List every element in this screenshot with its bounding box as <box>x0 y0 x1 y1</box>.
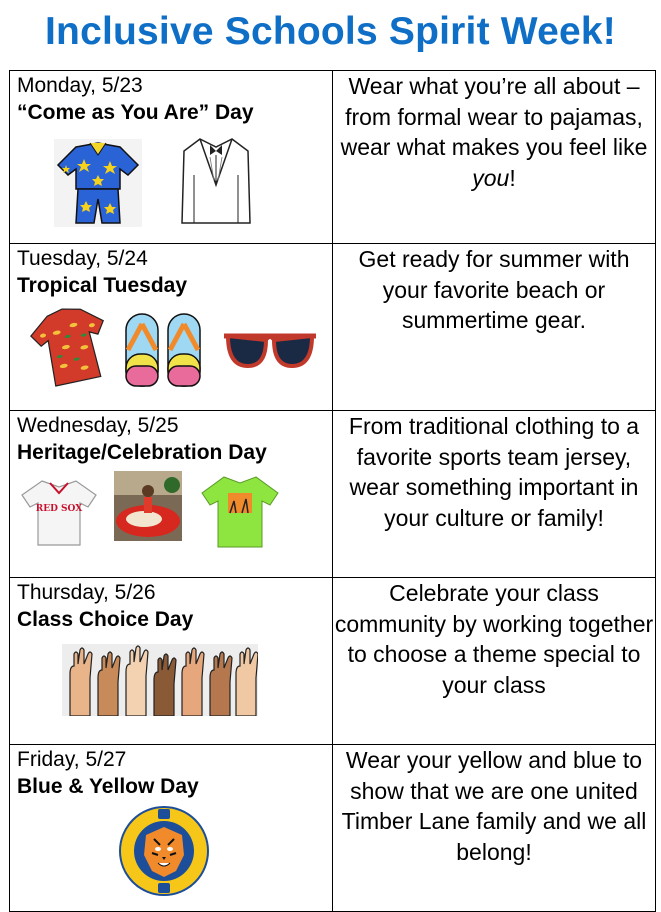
red-sox-jersey-icon <box>20 477 98 547</box>
table-row-thursday <box>10 578 656 745</box>
tuxedo-icon <box>180 135 252 227</box>
day-cell-thursday <box>10 578 333 745</box>
green-tshirt-icon <box>200 473 280 549</box>
day-date: Monday, 5/23 <box>17 74 143 97</box>
flip-flops-icon <box>122 310 206 390</box>
day-description-thursday: Celebrate your class community by working together to choose a theme special to your class <box>333 578 656 745</box>
pajamas-icon <box>54 139 142 227</box>
day-name: Class Choice Day <box>17 608 194 631</box>
timber-lane-tiger-logo <box>118 805 210 897</box>
table-row-friday <box>10 745 656 912</box>
day-description-monday <box>333 71 656 244</box>
day-name: “Come as You Are” Day <box>17 101 254 124</box>
day-name: Blue & Yellow Day <box>17 775 199 798</box>
day-description-friday: Wear your yellow and blue to show that we are one united Timber Lane family and we all belong! <box>333 745 656 912</box>
table-row-wednesday <box>10 411 656 578</box>
description-emphasis: you <box>472 164 510 191</box>
page-title: Inclusive Schools Spirit Week! <box>45 10 616 53</box>
sunglasses-icon <box>222 326 318 370</box>
day-date: Friday, 5/27 <box>17 748 127 771</box>
description-end: ! <box>509 164 516 191</box>
day-cell-friday <box>10 745 333 912</box>
hawaiian-shirt-icon <box>30 306 112 388</box>
day-cell-wednesday <box>10 411 333 578</box>
day-description-wednesday: From traditional clothing to a favorite sports team jersey, wear something important in your culture or family! <box>333 411 656 578</box>
day-name: Tropical Tuesday <box>17 274 187 297</box>
description-text: Wear what you’re all about – from formal wear to pajamas, wear what makes you feel like <box>340 73 648 160</box>
spirit-week-table <box>9 70 656 912</box>
folk-dancer-photo <box>114 471 182 541</box>
day-date: Wednesday, 5/25 <box>17 414 179 437</box>
day-description-tuesday: Get ready for summer with your favorite beach or summertime gear. <box>333 244 656 411</box>
jersey-lettering: RED SOX <box>35 504 83 514</box>
day-cell-monday <box>10 71 333 244</box>
day-date: Tuesday, 5/24 <box>17 247 148 270</box>
raised-hands-icon <box>62 644 258 716</box>
day-name: Heritage/Celebration Day <box>17 441 267 464</box>
table-row-monday <box>10 71 656 244</box>
table-row-tuesday <box>10 244 656 411</box>
day-cell-tuesday <box>10 244 333 411</box>
day-date: Thursday, 5/26 <box>17 581 156 604</box>
